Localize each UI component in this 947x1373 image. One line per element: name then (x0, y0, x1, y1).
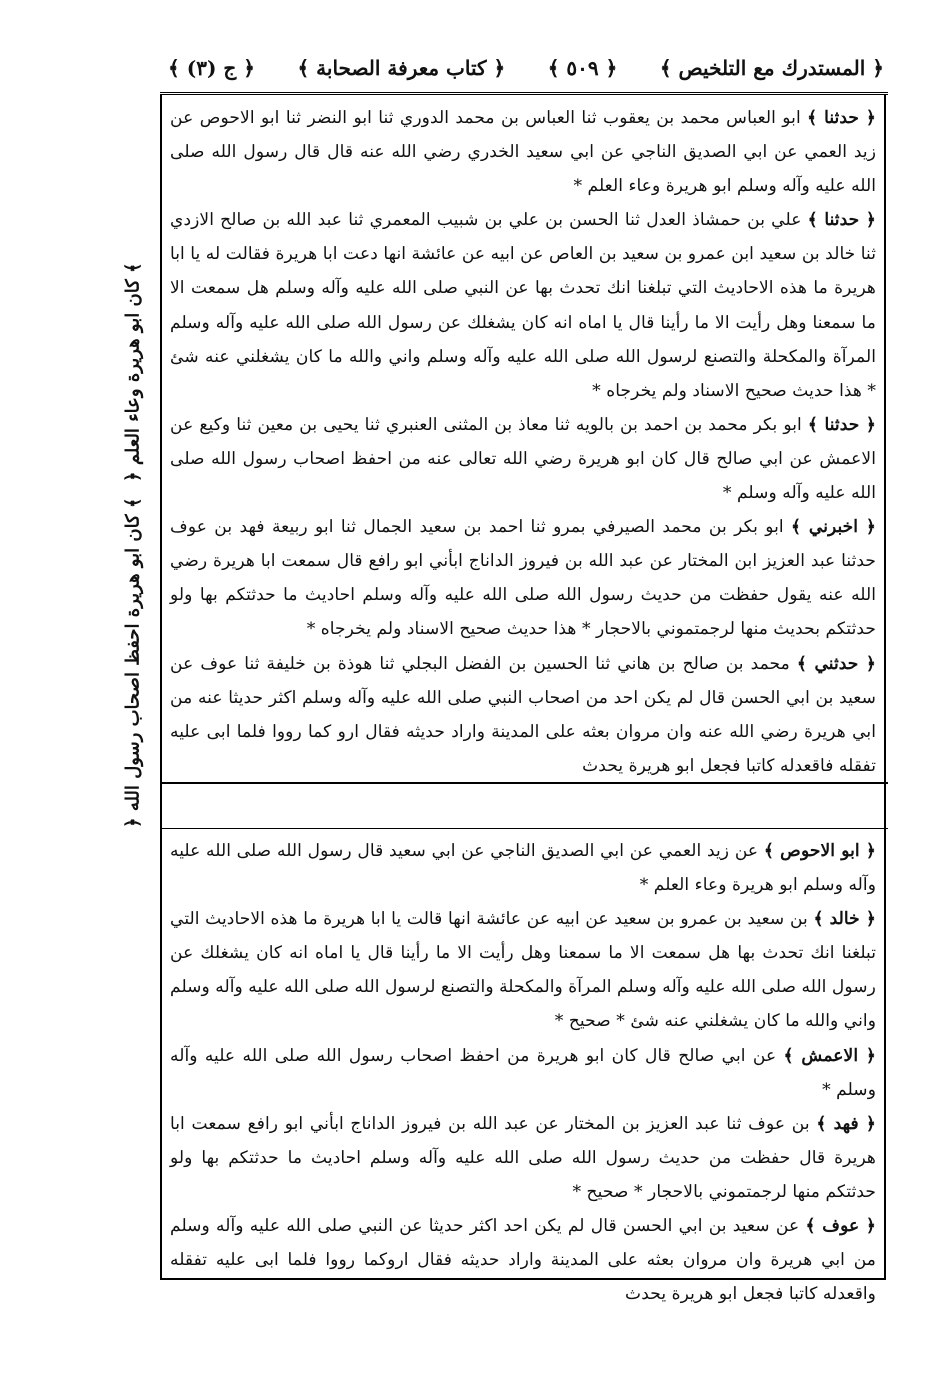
note-paragraph-1 (170, 834, 876, 902)
section-divider (160, 782, 888, 784)
note-text: عن زيد العمي عن ابي الصديق الناجي عن ابي سعيد قال رسول الله صلى الله عليه وآله وسلم ابو هريرة وعاء العلم * (170, 841, 876, 896)
running-title: ﴿ المستدرك مع التلخيص ﴾ (659, 56, 884, 80)
note-lead: ﴿ فهد ﴾ (816, 1113, 876, 1134)
page-header (168, 40, 884, 96)
note-paragraph-3 (170, 1039, 876, 1107)
paragraph-lead: ﴿ حدثنا ﴾ (807, 210, 876, 231)
note-lead: ﴿ عوف ﴾ (805, 1216, 877, 1237)
paragraph-lead: ﴿ اخبرني ﴾ (790, 517, 876, 538)
margin-note-2: ﴿ كان ابو هريرة احفظ اصحاب رسول الله ﴾ (122, 497, 144, 828)
main-paragraph-5 (170, 647, 876, 783)
note-paragraph-2 (170, 902, 876, 1038)
note-text: عن ابي صالح قال كان ابو هريرة من احفظ اصحاب رسول الله صلى الله عليه وآله وسلم * (170, 1045, 876, 1100)
note-lead: ﴿ ابو الاحوص ﴾ (763, 841, 876, 861)
paragraph-text: محمد بن صالح بن هاني ثنا الحسين بن الفضل البجلي ثنا هوذة بن خليفة ثنا عوف عن سعيد بن ابي الحسن قال لم يكن احد من اصحاب النبي صلى الله عليه وآله وسلم اكثر حديثا عنه من ابي هريرة رضي الله عنه وان مروان بعثه على المدينة واراد حديثه فقال ارو كما رووا فلما ابى عليه تفقله فاقعدله كاتبا فجعل ابو هريرة يحدث (170, 653, 876, 776)
book-title: ﴿ كتاب معرفة الصحابة ﴾ (297, 56, 506, 80)
main-paragraph-1 (170, 101, 876, 203)
note-lead: ﴿ خالد ﴾ (813, 909, 876, 930)
note-text: عن سعيد بن ابي الحسن قال لم يكن احد اكثر حديثا عن النبي صلى الله عليه وآله وسلم من ابي هريرة وان مروان بعثه على المدينة واراد حديثه فقال اروكما رووا فلما ابى عليه تفقله واقعدله كاتبا فجعل ابو هريرة يحدث (170, 1216, 876, 1305)
paragraph-lead: ﴿ حدثنا ﴾ (807, 414, 877, 435)
note-paragraph-5 (170, 1209, 876, 1311)
paragraph-text: ابو العباس محمد بن يعقوب ثنا العباس بن محمد الدوري ثنا ابو النضر ثنا ابو الاحوص عن زيد العمي عن ابي الصديق الناجي عن ابي سعيد الخدري رضي الله عنه قال قال رسول الله صلى الله عليه وآله وسلم ابو هريرة وعاء العلم * (170, 108, 876, 197)
paragraph-lead: ﴿ حدثني ﴾ (796, 653, 876, 674)
talkhis-notes (170, 834, 876, 1311)
note-text: بن سعيد بن عمرو بن سعيد عن ابيه عن عائشة انها قالت يا ابا هريرة ما هذه الاحاديث التي تبلغنا انك تحدث بها هل سمعت الا ما سمعنا وهل رأيت الا ما رأينا قال يا اماه انه كان يشغلك عن رسول الله صلى الله عليه وآله وسلم المرآة والمكحلة والتصنع لرسول الله صلى الله عليه وآله وسلم واني والله ما كان يشغلني عنه شئ * صحيح * (170, 909, 876, 1032)
main-text (170, 101, 876, 783)
notes-divider (160, 828, 888, 829)
page-number: ﴿ ٥٠٩ ﴾ (547, 56, 618, 80)
note-text: بن عوف ثنا عبد العزيز بن المختار عن عبد الله بن فيروز الداناج ابأني ابو رافع سمعت ابا هريرة قال حفظت من حديث رسول الله صلى الله عليه وآله وسلم احاديث ما حدثتكم بها ولو حدثتكم منها لرجمتموني بالاحجار * صحيح * (170, 1113, 876, 1202)
volume-label: ﴿ ج (٣) ﴾ (168, 56, 255, 80)
main-paragraph-2 (170, 203, 876, 408)
note-paragraph-4 (170, 1107, 876, 1209)
main-paragraph-4 (170, 510, 876, 646)
note-lead: ﴿ الاعمش ﴾ (783, 1045, 876, 1066)
paragraph-text: ابو بكر محمد بن احمد بن بالويه ثنا معاذ بن المثنى العنبري ثنا يحيى بن معين ثنا وكيع عن الاعمش عن ابي صالح قال كان ابو هريرة رضي الله تعالى عنه من احفظ اصحاب رسول الله صلى الله عليه وآله وسلم * (170, 414, 876, 504)
paragraph-lead: ﴿ حدثنا ﴾ (807, 108, 876, 128)
margin-note-1: ﴿ كان ابو هريرة وعاء العلم ﴾ (122, 262, 144, 483)
main-paragraph-3 (170, 408, 876, 510)
paragraph-text: ابو بكر بن محمد الصيرفي بمرو ثنا احمد بن سعيد الجمال ثنا ابو ربيعة فهد بن عوف حدثنا عبد العزيز ابن المختار عن عبد الله بن فيروز الداناج ابأني ابو رافع قال سمعت ابا هريرة رضي الله عنه يقول حفظت من حديث رسول الله صلى الله عليه وآله وسلم احاديث ما حدثتكم بها ولو حدثتكم بحديث منها لرجمتموني بالاحجار * هذا حديث صحيح الاسناد ولم يخرجاه * (170, 517, 876, 640)
paragraph-text: علي بن حمشاذ العدل ثنا الحسن بن علي بن شبيب المعمري ثنا عبد الله بن صالح الازدي ثنا خالد بن سعيد ابن عمرو بن سعيد بن العاص عن ابيه عن عائشة انها دعت ابا هريرة فقالت له يا ابا هريرة ما هذه الاحاديث التي تبلغنا انك تحدث بها عن النبي صلى الله عليه وآله وسلم هل سمعت الا ما سمعنا وهل رأيت الا ما رأينا قال يا اماه انه كان يشغلك عن رسول الله صلى الله عليه وآله وسلم المرآة والمكحلة والتصنع لرسول الله صلى الله عليه وآله وسلم واني والله ما كان يشغلني عنه شئ * هذا حديث صحيح الاسناد ولم يخرجاه * (170, 210, 876, 401)
